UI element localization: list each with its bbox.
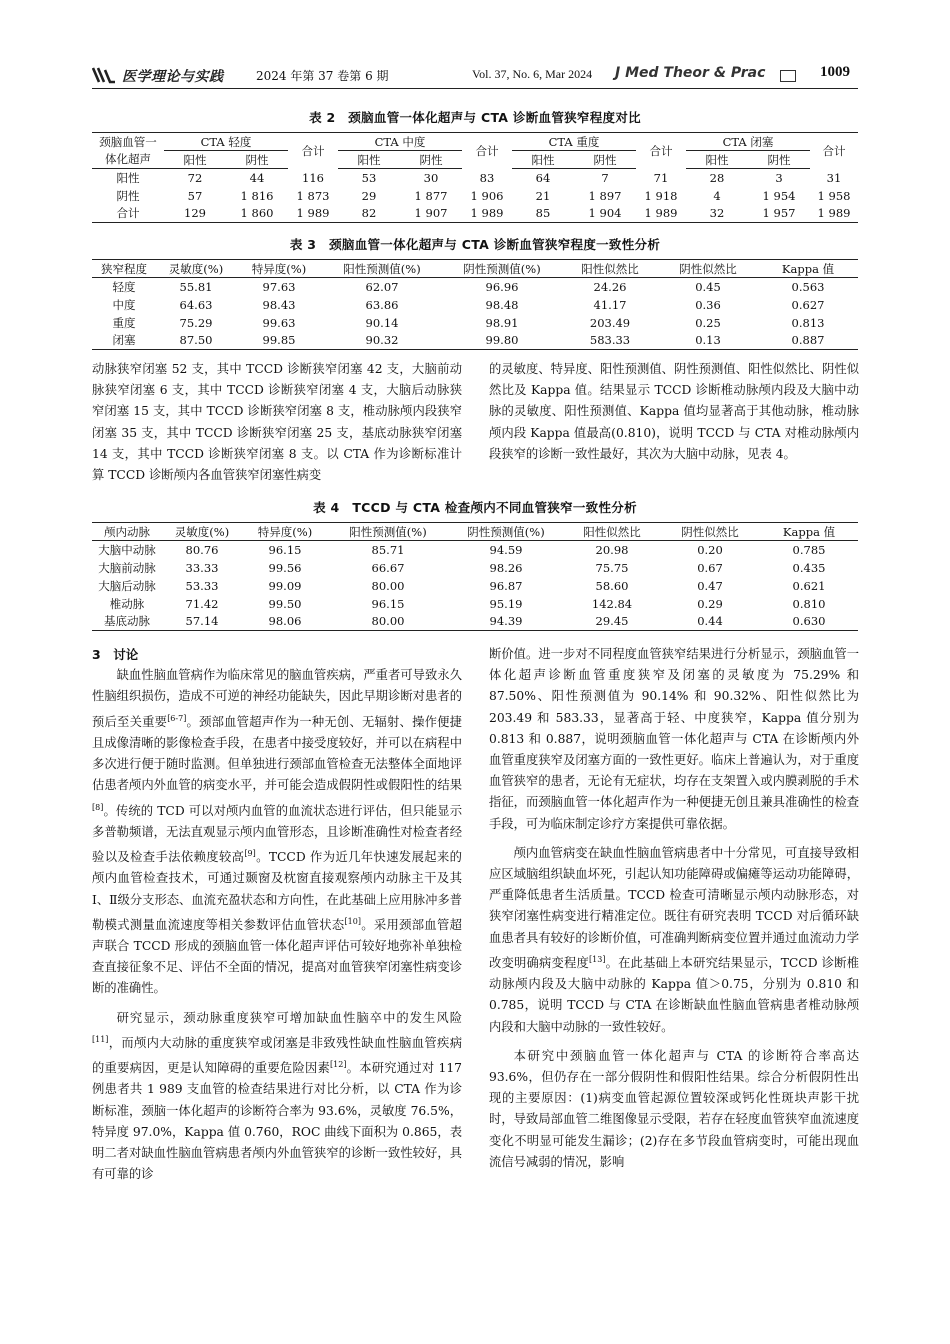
table-cell: 53.33 xyxy=(185,578,219,593)
table-cell: 31 xyxy=(826,170,842,185)
table-cell: 98.43 xyxy=(262,297,296,312)
mid-left-column xyxy=(92,359,462,486)
table-cell: 7 xyxy=(601,170,609,185)
table-cell: 0.25 xyxy=(695,315,721,330)
column-header: 狭窄程度 xyxy=(92,260,156,278)
table-cell: 71 xyxy=(653,170,669,185)
column-header: 阳性似然比 xyxy=(562,260,658,278)
pos-header: 阳性 xyxy=(338,151,400,169)
table-cell: 1 989 xyxy=(810,205,858,223)
table-cell: 82 xyxy=(338,205,400,223)
table-cell: 64.63 xyxy=(179,297,213,312)
table-cell: 闭塞 xyxy=(92,332,156,350)
paragraph: 颅内血管病变在缺血性脑血管病患者中十分常见，可直接导致相应区域脑组织缺血坏死，引起认知功能障碍或偏瘫等运动功能障碍，严重降低患者生活质量。TCCD 检查可清晰显示颅内动脉形态，对狭窄闭塞性病变进行精准定位。既往有研究表明 TCCD 对后循环缺血患者具有较好的诊断价值，可准确判断病变位置并通过血流动力学改变明确病变程度[13]。在此基础上本研究结果显示，TCCD 诊断椎动脉颅内段及大脑中动脉的 Kappa 值＞0.75，分别为 0.810 和 0.785，说明 TCCD 与 CTA 在诊断缺血性脑血管病患者椎动脉颅内段和大脑中动脉的一致性较好。 xyxy=(489,845,859,1034)
table-row xyxy=(92,278,858,296)
table-cell: 99.56 xyxy=(268,560,302,575)
issue-info-en: Vol. 37, No. 6, Mar 2024 xyxy=(472,67,593,81)
table-cell: 1 989 xyxy=(636,205,686,223)
table-row xyxy=(92,541,858,559)
column-header: 阳性预测值(%) xyxy=(328,523,448,541)
page-number: 1009 xyxy=(820,64,850,80)
table-cell: 0.13 xyxy=(658,332,758,350)
table-cell: 大脑前动脉 xyxy=(98,560,156,575)
table-cell: 基底动脉 xyxy=(92,613,162,631)
table-cell: 57.14 xyxy=(162,613,242,631)
paragraph: 缺血性脑血管病作为临床常见的脑血管疾病，严重者可导致永久性脑组织损伤，造成不可逆的神经功能缺失，因此早期诊断对患者的预后至关重要[6-7]。颈部血管超声作为一种无创、无辐射、操作便捷且成像清晰的影像检查手段，在患者中接受度较好，并可以在病程中多次进行便于随时监测。但单独进行颈部血管检查无法整体全面地评估患者颅内外血管的病变水平，并可能会造成假阴性或假阳性的结果[8]。传统的 TCD 可以对颅内血管的血流状态进行评估，但只能显示多普勒频谱，无法直观显示颅内血管形态，且诊断准确性对检查者经验以及检查手法依赖度较高[9]。TCCD 作为近几年快速发展起来的颅内血管检查技术，可通过颞窗及枕窗直接观察颅内动脉主干及其Ⅰ、Ⅱ级分支形态、血流充盈状态和方向性，在此基础上应用脉冲多普勒模式测量血流速度等相关参数评估血管状态[10]。采用颈部血管超声联合 TCCD 形成的颈脑血管一体化超声评估可较好地弥补单独检查直接征象不足、评估不全面的情况，提高对血管狭窄闭塞性病变诊断的准确性。 xyxy=(92,668,462,996)
table-cell: 80.00 xyxy=(371,578,405,593)
group-header: CTA 中度 xyxy=(338,133,462,151)
total-header: 合计 xyxy=(636,133,686,169)
pos-header: 阳性 xyxy=(164,151,226,169)
table-cell: 1 989 xyxy=(288,205,338,223)
section-heading: 3 讨论 xyxy=(92,647,139,662)
total-header: 合计 xyxy=(810,133,858,169)
table-row xyxy=(92,205,858,223)
header-rule xyxy=(92,88,858,89)
neg-header: 阴性 xyxy=(748,151,810,169)
table-cell: 0.887 xyxy=(758,332,858,350)
table-cell: 71.42 xyxy=(185,596,219,611)
paragraph: 断价值。进一步对不同程度血管狭窄结果进行分析显示，颈脑血管一体化超声诊断血管重度狭窄及闭塞的灵敏度为 75.29% 和 87.50%、阳性预测值为 90.14% 和 90.32%、阳性似然比为 203.49 和 583.33，显著高于轻、中度狭窄，Kappa 值分别为 0.813 和 0.887，说明颈脑血管一体化超声与 CTA 在诊断颅内外血管重度狭窄及闭塞方面的一致性更好。临床上普遍认为，对于重度血管狭窄的患者，无论有无症状，均存在支架置入或内膜剥脱的手术指征，而颈脑血管一体化超声作为一种便捷无创且兼具准确性的检查手段，可为临床制定诊疗方案提供可靠依据。 xyxy=(489,647,859,831)
table-row xyxy=(92,559,858,577)
paragraph: 本研究中颈脑血管一体化超声与 CTA 的诊断符合率高达 93.6%，但仍存在一部分假阴性和假阳性结果。综合分析假阴性出现的主要原因：(1)病变血管起源位置较深或钙化性斑块声影干扰时，导致局部血管二维图像显示受限，若存在轻度血管狭窄血流速度变化不明显可能发生漏诊；(2)存在多节段血管病变时，可能出现血流信号减弱的情况，影响 xyxy=(489,1048,859,1169)
column-header: 特异度(%) xyxy=(236,260,322,278)
table-cell: 大脑中动脉 xyxy=(98,542,156,557)
table-cell: 椎动脉 xyxy=(109,596,145,611)
table-cell: 32 xyxy=(686,205,748,223)
table-cell: 116 xyxy=(302,170,324,185)
table-cell: 1 860 xyxy=(226,205,288,223)
table-cell: 大脑后动脉 xyxy=(98,578,156,593)
table-cell: 99.63 xyxy=(262,315,296,330)
table2 xyxy=(92,132,858,223)
table-cell: 1 918 xyxy=(644,188,678,203)
column-header: Kappa 值 xyxy=(760,523,858,541)
table-cell: 203.49 xyxy=(589,315,631,330)
table-cell: 98.06 xyxy=(242,613,328,631)
table-cell: 90.14 xyxy=(365,315,399,330)
running-header xyxy=(92,62,852,88)
pos-header: 阳性 xyxy=(686,151,748,169)
table-cell: 62.07 xyxy=(365,279,399,294)
table-cell: 44 xyxy=(249,170,265,185)
row-head-2: 体化超声 xyxy=(92,151,164,169)
table-cell: 583.33 xyxy=(562,332,658,350)
table-cell: 97.63 xyxy=(262,279,296,294)
table-cell: 1 897 xyxy=(588,188,622,203)
table-cell: 57 xyxy=(187,188,203,203)
column-header: 阴性预测值(%) xyxy=(442,260,562,278)
table-cell: 85.71 xyxy=(371,542,405,557)
table-cell: 0.810 xyxy=(792,596,826,611)
column-header: 灵敏度(%) xyxy=(162,523,242,541)
table-cell: 29 xyxy=(361,188,377,203)
table-cell: 0.36 xyxy=(695,297,721,312)
column-header: 阳性预测值(%) xyxy=(322,260,442,278)
group-header: CTA 重度 xyxy=(512,133,636,151)
table-cell: 98.48 xyxy=(485,297,519,312)
table-cell: 合计 xyxy=(92,205,164,223)
group-header: CTA 闭塞 xyxy=(686,133,810,151)
neg-header: 阴性 xyxy=(226,151,288,169)
table-cell: 重度 xyxy=(112,315,136,330)
table-cell: 99.09 xyxy=(268,578,302,593)
table-cell: 96.87 xyxy=(489,578,523,593)
table-cell: 96.15 xyxy=(268,542,302,557)
table-cell: 142.84 xyxy=(591,596,633,611)
table-cell: 98.26 xyxy=(489,560,523,575)
table-row xyxy=(92,613,858,631)
issue-info-cn: 2024 年第 37 卷第 6 期 xyxy=(256,69,389,83)
table-cell: 83 xyxy=(479,170,495,185)
table-cell: 98.91 xyxy=(485,315,519,330)
table-cell: 33.33 xyxy=(185,560,219,575)
table-cell: 0.67 xyxy=(697,560,723,575)
table4-caption: 表 4 TCCD 与 CTA 检查颅内不同血管狭窄一致性分析 xyxy=(313,500,637,515)
table-cell: 64 xyxy=(535,170,551,185)
column-header: Kappa 值 xyxy=(758,260,858,278)
table-cell: 94.39 xyxy=(448,613,564,631)
column-header: 特异度(%) xyxy=(242,523,328,541)
table-cell: 41.17 xyxy=(593,297,627,312)
body-left-column xyxy=(92,644,462,1185)
pos-header: 阳性 xyxy=(512,151,574,169)
row-head-1: 颈脑血管一 xyxy=(92,133,164,151)
table-cell: 99.50 xyxy=(268,596,302,611)
table-cell: 1 989 xyxy=(462,205,512,223)
table-cell: 87.50 xyxy=(156,332,236,350)
table4 xyxy=(92,522,858,631)
table-cell: 28 xyxy=(709,170,725,185)
table-cell: 1 873 xyxy=(296,188,330,203)
table-cell: 29.45 xyxy=(564,613,660,631)
table-cell: 75.29 xyxy=(179,315,213,330)
table-cell: 21 xyxy=(535,188,551,203)
mid-right-column xyxy=(489,359,859,465)
table-cell: 0.47 xyxy=(697,578,723,593)
table-cell: 0.20 xyxy=(697,542,723,557)
table-cell: 0.45 xyxy=(695,279,721,294)
table-cell: 1 877 xyxy=(414,188,448,203)
table-cell: 0.29 xyxy=(697,596,723,611)
table-cell: 0.627 xyxy=(791,297,825,312)
table-cell: 85 xyxy=(512,205,574,223)
table-cell: 99.80 xyxy=(442,332,562,350)
total-header: 合计 xyxy=(288,133,338,169)
table-row xyxy=(92,296,858,314)
journal-name-en: J Med Theor & Prac xyxy=(615,65,766,81)
table-cell: 90.32 xyxy=(322,332,442,350)
table-cell: 0.44 xyxy=(660,613,760,631)
table-cell: 63.86 xyxy=(365,297,399,312)
table-cell: 0.621 xyxy=(792,578,826,593)
journal-logo-icon xyxy=(92,66,116,84)
table3 xyxy=(92,259,858,350)
column-header: 阴性预测值(%) xyxy=(448,523,564,541)
column-header: 灵敏度(%) xyxy=(156,260,236,278)
table-row xyxy=(92,332,858,350)
table-cell: 30 xyxy=(423,170,439,185)
table-cell: 0.435 xyxy=(792,560,826,575)
table-cell: 4 xyxy=(713,188,721,203)
paragraph: 研究显示，颈动脉重度狭窄可增加缺血性脑卒中的发生风险[11]，而颅内大动脉的重度狭窄或闭塞是非致残性缺血性脑血管疾病的重要病因，更是认知障碍的重要危险因素[12]。本研究通过对 117 例患者共 1 989 支血管的检查结果进行对比分析，以 CTA 作为诊断标准，颈脑一体化超声的诊断符合率为 93.6%，灵敏度 76.5%，特异度 97.0%，Kappa 值 0.760，ROC 曲线下面积为 0.865，表明二者对缺血性脑血管病患者颅内外血管狭窄的诊断一致性较好，具有可靠的诊 xyxy=(92,1010,462,1182)
table-row xyxy=(92,314,858,332)
table-cell: 1 958 xyxy=(817,188,851,203)
table-cell: 72 xyxy=(187,170,203,185)
paragraph: 的灵敏度、特异度、阳性预测值、阴性预测值、阳性似然比、阴性似然比及 Kappa 值。结果显示 TCCD 诊断椎动脉颅内段及大脑中动脉的灵敏度、阳性预测值、Kappa 值均显著高于其他动脉，椎动脉颅内段 Kappa 值最高(0.810)，说明 TCCD 与 CTA 对椎动脉颅内段狭窄的诊断一致性最好，其次为大脑中动脉，见表 4。 xyxy=(489,362,859,461)
table-cell: 58.60 xyxy=(595,578,629,593)
table-cell: 75.75 xyxy=(595,560,629,575)
table-cell: 96.96 xyxy=(485,279,519,294)
table-cell: 轻度 xyxy=(112,279,136,294)
table-row xyxy=(92,577,858,595)
table2-caption: 表 2 颈脑血管一体化超声与 CTA 诊断血管狭窄程度对比 xyxy=(309,110,641,125)
table-cell: 99.85 xyxy=(236,332,322,350)
table-cell: 阴性 xyxy=(116,188,140,203)
journal-name-cn: 医学理论与实践 xyxy=(122,69,224,85)
table-cell: 0.630 xyxy=(760,613,858,631)
table-row xyxy=(92,187,858,205)
table-cell: 129 xyxy=(164,205,226,223)
table-cell: 1 904 xyxy=(574,205,636,223)
table-cell: 53 xyxy=(361,170,377,185)
table-cell: 24.26 xyxy=(593,279,627,294)
column-header: 阴性似然比 xyxy=(658,260,758,278)
table-cell: 80.76 xyxy=(185,542,219,557)
table-row xyxy=(92,169,858,187)
table-cell: 96.15 xyxy=(371,596,405,611)
column-header: 颅内动脉 xyxy=(92,523,162,541)
table-cell: 3 xyxy=(775,170,783,185)
body-right-column xyxy=(489,644,859,1173)
table-cell: 1 957 xyxy=(748,205,810,223)
table-cell: 94.59 xyxy=(489,542,523,557)
table-cell: 1 954 xyxy=(762,188,796,203)
neg-header: 阴性 xyxy=(574,151,636,169)
table-cell: 1 907 xyxy=(400,205,462,223)
table-cell: 0.813 xyxy=(791,315,825,330)
table-cell: 0.563 xyxy=(791,279,825,294)
table3-caption: 表 3 颈脑血管一体化超声与 CTA 诊断血管狭窄程度一致性分析 xyxy=(289,237,661,252)
table-cell: 1 816 xyxy=(240,188,274,203)
neg-header: 阴性 xyxy=(400,151,462,169)
column-header: 阳性似然比 xyxy=(564,523,660,541)
table-cell: 阳性 xyxy=(116,170,140,185)
column-header: 阴性似然比 xyxy=(660,523,760,541)
header-box-icon xyxy=(780,70,796,82)
paragraph: 动脉狭窄闭塞 52 支，其中 TCCD 诊断狭窄闭塞 42 支，大脑前动脉狭窄闭塞 6 支，其中 TCCD 诊断狭窄闭塞 4 支，大脑后动脉狭窄闭塞 15 支，其中 TCCD 诊断狭窄闭塞 8 支，椎动脉颅内段狭窄闭塞 35 支，其中 TCCD 诊断狭窄闭塞 25 支，基底动脉狭窄闭塞 14 支，其中 TCCD 诊断狭窄闭塞 8 支。以 CTA 作为诊断标准计算 TCCD 诊断颅内各血管狭窄闭塞性病变 xyxy=(92,362,462,483)
table-cell: 55.81 xyxy=(179,279,213,294)
total-header: 合计 xyxy=(462,133,512,169)
table-cell: 0.785 xyxy=(792,542,826,557)
table-cell: 66.67 xyxy=(371,560,405,575)
group-header: CTA 轻度 xyxy=(164,133,288,151)
table-cell: 80.00 xyxy=(328,613,448,631)
table-row xyxy=(92,595,858,613)
table-cell: 1 906 xyxy=(470,188,504,203)
table-cell: 中度 xyxy=(112,297,136,312)
table-cell: 20.98 xyxy=(595,542,629,557)
table-cell: 95.19 xyxy=(489,596,523,611)
